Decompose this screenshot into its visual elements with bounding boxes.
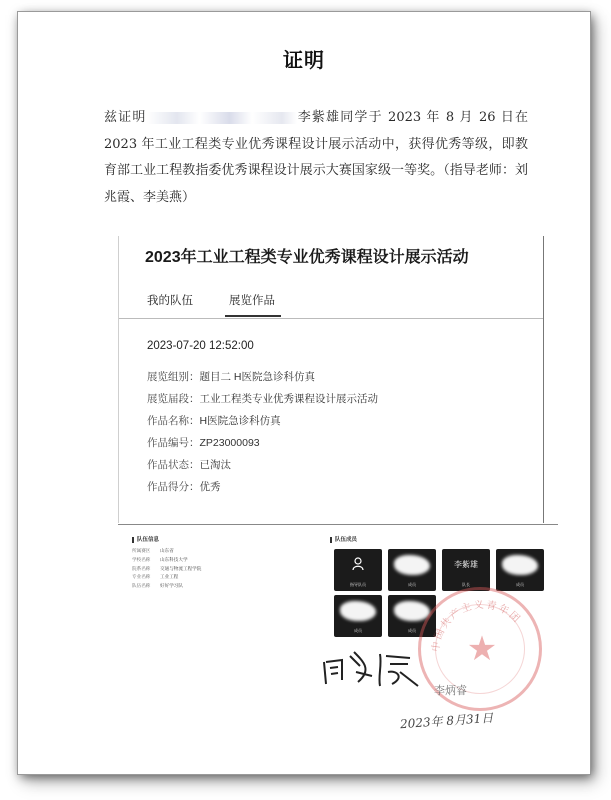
- user-icon: [352, 557, 364, 571]
- active-tab-indicator: [225, 315, 281, 317]
- info-line: 所属赛区 山东省: [132, 548, 174, 553]
- team-info-list: [132, 547, 201, 591]
- info-row: 展览组别：题目二 H医院急诊科仿真: [147, 371, 315, 383]
- work-info-list: [147, 366, 378, 498]
- handwritten-signature: [320, 642, 430, 692]
- info-row: 展览届段：工业工程类专业优秀课程设计展示活动: [147, 393, 378, 405]
- signature-date: 2023年 8月31日: [399, 710, 494, 732]
- member-tile[interactable]: 李紫雄 队长: [442, 549, 490, 591]
- info-row: 作品编号：ZP23000093: [147, 437, 260, 449]
- seal-star-icon: ★: [466, 629, 498, 669]
- info-line: 学校名称 山东科技大学: [132, 556, 188, 562]
- redaction-mark: [147, 112, 297, 124]
- team-info-heading: 队伍信息: [132, 535, 159, 543]
- info-line: 专业名称 工业工程: [132, 574, 179, 580]
- member-tile[interactable]: 指导队员: [334, 549, 382, 591]
- svg-text:中国共产主义青年团: 中国共产主义青年团: [430, 599, 523, 653]
- document-title: 证明: [283, 48, 325, 72]
- tab-my-team[interactable]: 我的队伍: [147, 295, 193, 307]
- info-line: 队伍名称 好好学习队: [132, 583, 183, 589]
- embedded-screenshot: [118, 236, 544, 523]
- info-line: 院系名称 交通与物流工程学院: [132, 565, 202, 571]
- timestamp: 2023-07-20 12:52:00: [147, 340, 254, 352]
- member-tile[interactable]: 成员: [496, 549, 544, 591]
- blurred-photo: [340, 601, 376, 621]
- signer-name: 李炳睿: [434, 684, 467, 697]
- member-tile[interactable]: 成员: [334, 595, 382, 637]
- activity-title: 2023年工业工程类专业优秀课程设计展示活动: [145, 249, 469, 266]
- certificate-page: [18, 12, 590, 774]
- tab-exhibition-works[interactable]: 展览作品: [229, 295, 275, 307]
- body-text: 李紫雄同学于 2023 年 8 月 26 日在 2023 年工业工程类专业优秀课程设计展示活动中，获得优秀等级，即教育部工业工程教指委优秀课程设计展示大赛国家级一等奖。（指导老师：刘兆霞、李美燕）: [104, 110, 528, 205]
- member-tile[interactable]: 成员: [388, 595, 436, 637]
- certificate-body: [104, 105, 528, 211]
- body-prefix: 兹证明: [104, 110, 147, 125]
- info-row: 作品得分：优秀: [147, 481, 221, 493]
- blurred-photo: [502, 555, 538, 575]
- tab-bar: [119, 282, 543, 319]
- team-members-heading: 队伍成员: [330, 535, 357, 543]
- blurred-photo: [394, 555, 430, 575]
- member-tile[interactable]: 成员: [388, 549, 436, 591]
- info-row: 作品状态：已淘汰: [147, 459, 231, 471]
- info-row: 作品名称：H医院急诊科仿真: [147, 415, 281, 427]
